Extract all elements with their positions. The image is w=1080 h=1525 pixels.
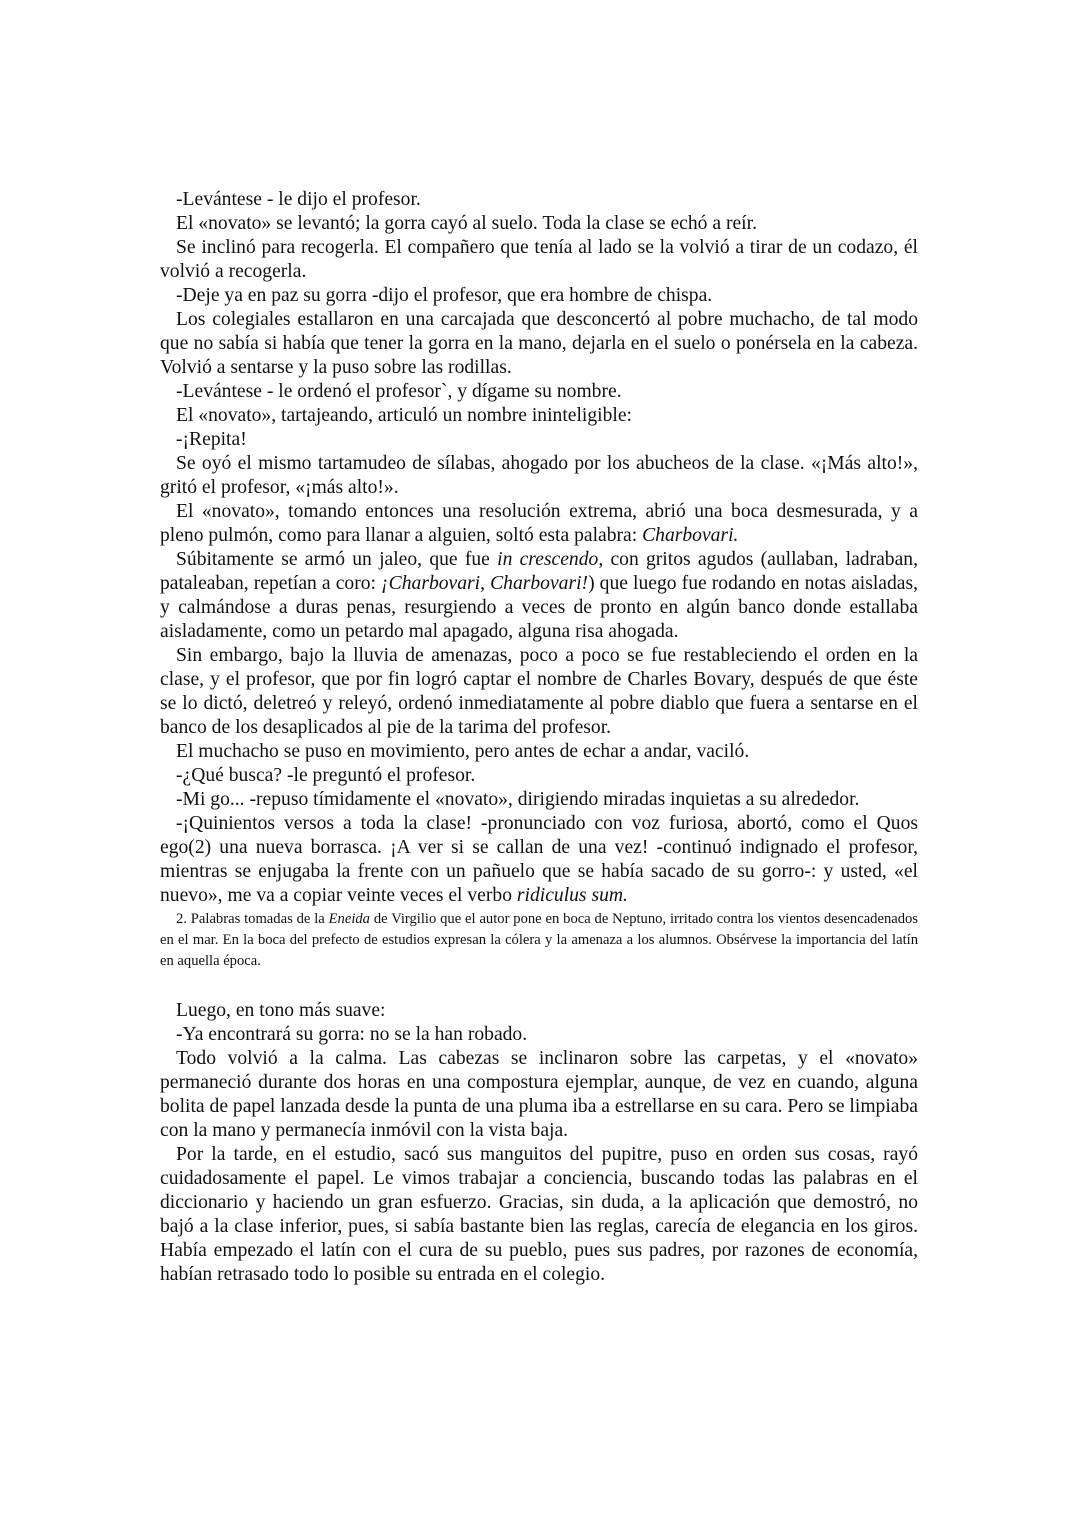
italic-word: Charbovari.: [642, 525, 739, 546]
paragraph: -¿Qué busca? -le preguntó el profesor.: [176, 765, 476, 786]
italic-phrase: ¡Charbovari, Charbovari!: [381, 573, 589, 594]
paragraph: Luego, en tono más suave:: [176, 1000, 386, 1021]
footnote: [160, 909, 918, 972]
text-run: ) que luego fue rodando en notas aisladas, y calmándose a duras penas, resurgiendo a veces de pronto en algún banco donde estallaba aisladamente, como un petardo mal apagado, alguna risa ahogada.: [160, 573, 918, 642]
text-run: El «novato», tomando entonces una resolución extrema, abrió una boca desmesurada, y a pleno pulmón, como para llanar a alguien, soltó esta palabra:: [160, 501, 918, 546]
paragraph: [160, 500, 918, 548]
text-run: Palabras tomadas de la: [186, 911, 329, 927]
paragraph: -Ya encontrará su gorra: no se la han robado.: [176, 1024, 528, 1045]
text-run: -¡Quinientos versos a toda la clase! -pronunciado con voz furiosa, abortó, como el Quos ego(2) una nueva borrasca. ¡A ver si se callan de una vez! -continuó indignado el profesor, mientras se enjugaba la frente con un pañuelo que se había sacado de su gorro-: y usted, «el nuevo», me va a copiar veinte veces el verbo: [160, 813, 918, 906]
document-page: [160, 188, 918, 1287]
italic-title: Eneida: [328, 911, 370, 927]
paragraph: -Levántese - le ordenó el profesor`, y dígame su nombre.: [176, 381, 622, 402]
paragraph: [160, 548, 918, 644]
text-run: , con gritos agudos (aullaban, ladraban, pataleaban, repetían a coro:: [160, 549, 918, 594]
paragraph: El muchacho se puso en movimiento, pero antes de echar a andar, vaciló.: [176, 741, 750, 762]
paragraph: El «novato» se levantó; la gorra cayó al suelo. Toda la clase se echó a reír.: [176, 213, 757, 234]
paragraph: -¡Repita!: [176, 429, 247, 450]
paragraph: [160, 812, 918, 908]
italic-phrase: in crescendo: [497, 549, 599, 570]
paragraph: -Mi go... -repuso tímidamente el «novato», dirigiendo miradas inquietas a su alrededor.: [176, 789, 860, 810]
paragraph: Se inclinó para recogerla. El compañero que tenía al lado se la volvió a tirar de un codazo, él volvió a recogerla.: [160, 237, 918, 282]
paragraph: Por la tarde, en el estudio, sacó sus manguitos del pupitre, puso en orden sus cosas, rayó cuidadosamente el papel. Le vimos trabajar a conciencia, buscando todas las palabras en el diccionario y haciendo un gran esfuerzo. Gracias, sin duda, a la aplicación que demostró, no bajó a la clase inferior, pues, si sabía bastante bien las reglas, carecía de elegancia en los giros. Había empezado el latín con el cura de su pueblo, pues sus padres, por razones de economía, habían retrasado todo lo posible su entrada en el colegio.: [160, 1144, 918, 1285]
paragraph: El «novato», tartajeando, articuló un nombre ininteligible:: [176, 405, 632, 426]
paragraph: -Levántese - le dijo el profesor.: [176, 189, 421, 210]
italic-phrase: ridiculus sum.: [516, 885, 628, 906]
text-run: Súbitamente se armó un jaleo, que fue: [176, 549, 498, 570]
paragraph: Se oyó el mismo tartamudeo de sílabas, ahogado por los abucheos de la clase. «¡Más alto!», gritó el profesor, «¡más alto!».: [160, 453, 918, 498]
text-run: de Virgilio que el autor pone en boca de Neptuno, irritado contra los vientos desencadenados en el mar. En la boca del prefecto de estudios expresan la cólera y la amenaza a los alumnos. Obsérvese la importancia del latín en aquella época.: [160, 911, 918, 969]
paragraph: Todo volvió a la calma. Las cabezas se inclinaron sobre las carpetas, y el «novato» permaneció durante dos horas en una compostura ejemplar, aunque, de vez en cuando, alguna bolita de papel lanzada desde la punta de una pluma iba a estrellarse en su cara. Pero se limpiaba con la mano y permanecía inmóvil con la vista baja.: [160, 1048, 918, 1141]
paragraph: -Deje ya en paz su gorra -dijo el profesor, que era hombre de chispa.: [176, 285, 713, 306]
footnote-number: 2.: [176, 911, 187, 927]
paragraph: Sin embargo, bajo la lluvia de amenazas, poco a poco se fue restableciendo el orden en la clase, y el profesor, que por fin logró captar el nombre de Charles Bovary, después de que éste se lo dictó, deletreó y releyó, ordenó inmediatamente al pobre diablo que fuera a sentarse en el banco de los desaplicados al pie de la tarima del profesor.: [160, 645, 918, 738]
section-gap: [160, 972, 918, 999]
paragraph: Los colegiales estallaron en una carcajada que desconcertó al pobre muchacho, de tal modo que no sabía si había que tener la gorra en la mano, dejarla en el suelo o ponérsela en la cabeza. Volvió a sentarse y la puso sobre las rodillas.: [160, 309, 918, 378]
